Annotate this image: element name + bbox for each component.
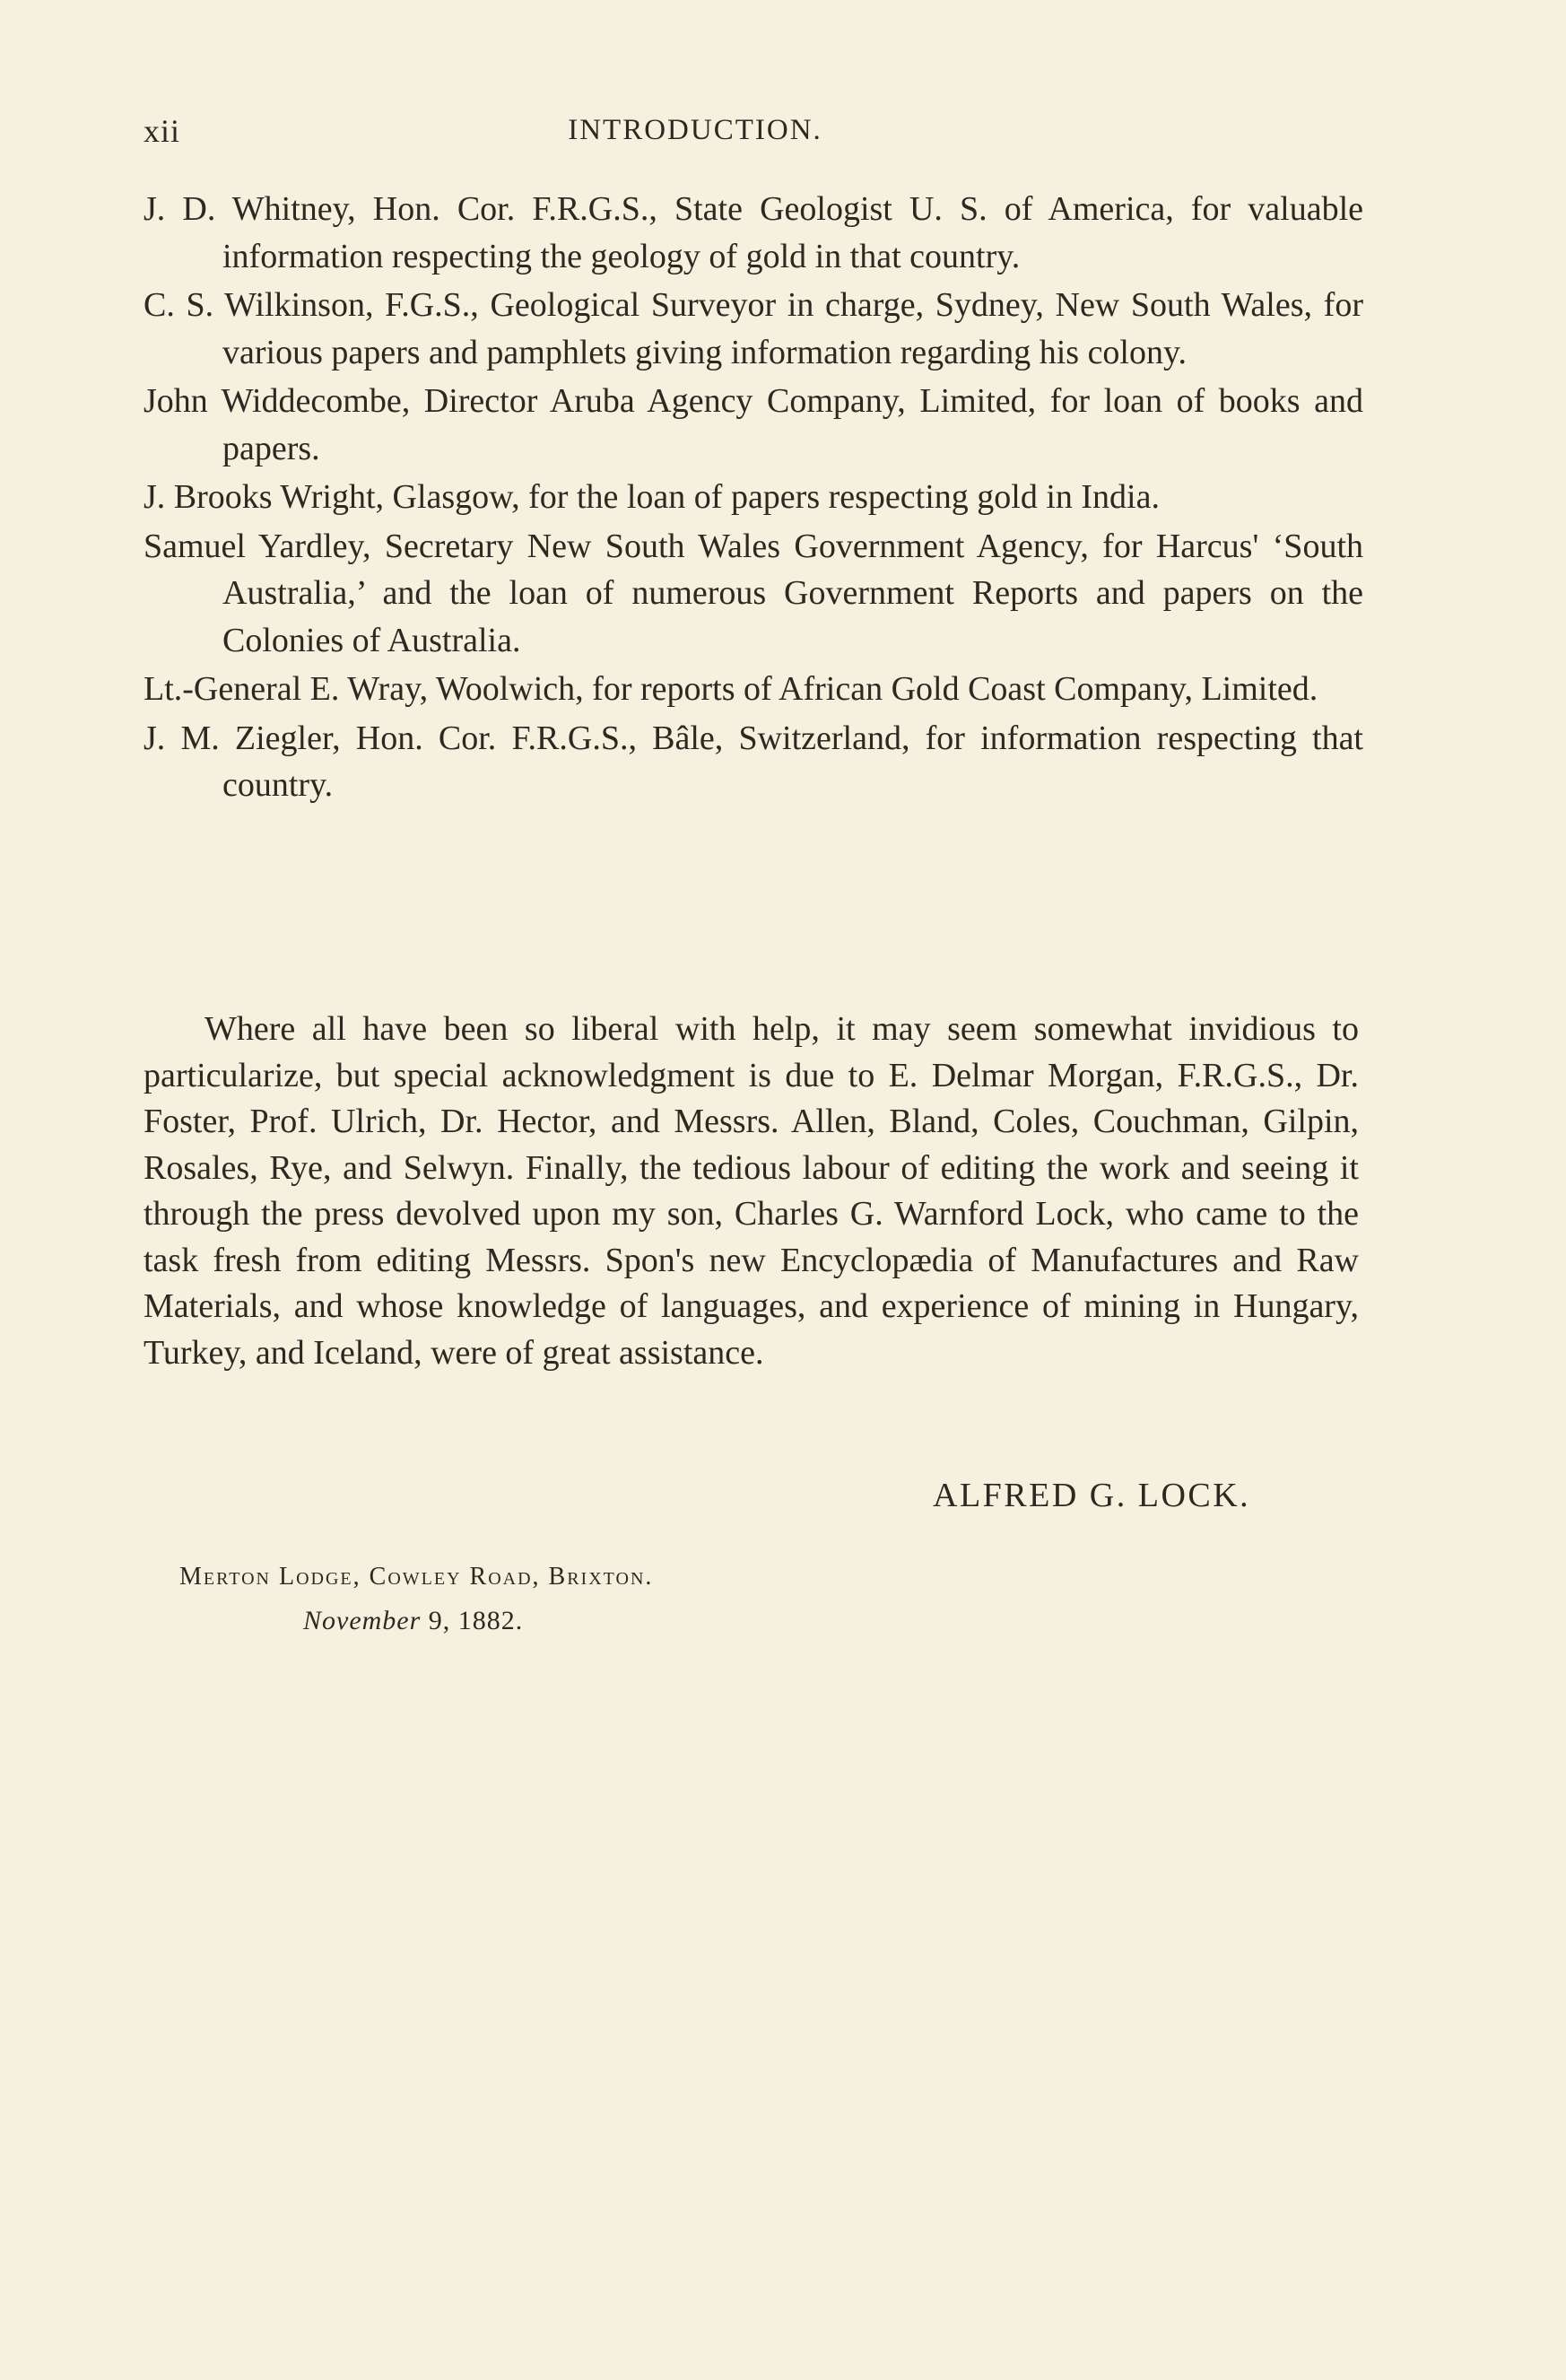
page-number: xii xyxy=(144,113,181,149)
acknowledgment-entry: J. Brooks Wright, Glasgow, for the loan of papers respecting gold in India. xyxy=(144,478,1160,516)
author-signature: ALFRED G. LOCK. xyxy=(933,1477,1251,1514)
date-month: November xyxy=(303,1606,422,1635)
closing-paragraph: Where all have been so liberal with help, it may seem somewhat invidious to particularize, but special acknowledgment is due to E. Delmar Morgan, F.R.G.S., Dr. Foster, Prof. Ulrich, Dr. Hector, and Messrs. Allen, Bland, Coles, Couchman, Gilpin, Rosales, Rye, and Selwyn. Finally, the tedious labour of editing the work and seeing it through the press devolved upon my son, Charles G. Warnford Lock, who came to the task fresh from editing Messrs. Spon's new Encyclopædia of Manufactures and Raw Materials, and whose knowledge of languages, and experience of mining in Hungary, Turkey, and Iceland, were of great assistance. xyxy=(144,1010,1359,1372)
running-title: INTRODUCTION. xyxy=(568,114,822,146)
acknowledgment-entry: Lt.-General E. Wray, Woolwich, for reports of African Gold Coast Company, Limited. xyxy=(144,670,1318,708)
date-day-year: 9, 1882. xyxy=(428,1606,524,1635)
acknowledgment-entry: J. M. Ziegler, Hon. Cor. F.R.G.S., Bâle, Switzerland, for information respecting that country. xyxy=(144,719,1363,804)
acknowledgment-entry: C. S. Wilkinson, F.G.S., Geological Surveyor in charge, Sydney, New South Wales, for various papers and pamphlets giving information regarding his colony. xyxy=(144,286,1363,371)
running-head xyxy=(144,112,1381,157)
acknowledgment-entry: Samuel Yardley, Secretary New South Wales Government Agency, for Harcus' ‘South Australia,’ and the loan of numerous Government Reports and papers on the Colonies of Australia. xyxy=(144,527,1363,659)
place-line: Merton Lodge, Cowley Road, Brixton. xyxy=(179,1563,654,1591)
acknowledgment-entry: John Widdecombe, Director Aruba Agency Company, Limited, for loan of books and papers. xyxy=(144,382,1363,467)
acknowledgment-entry: J. D. Whitney, Hon. Cor. F.R.G.S., State Geologist U. S. of America, for valuable information respecting the geology of gold in that country. xyxy=(144,190,1363,275)
acknowledgment-list xyxy=(144,186,1363,811)
date-line xyxy=(303,1606,523,1636)
